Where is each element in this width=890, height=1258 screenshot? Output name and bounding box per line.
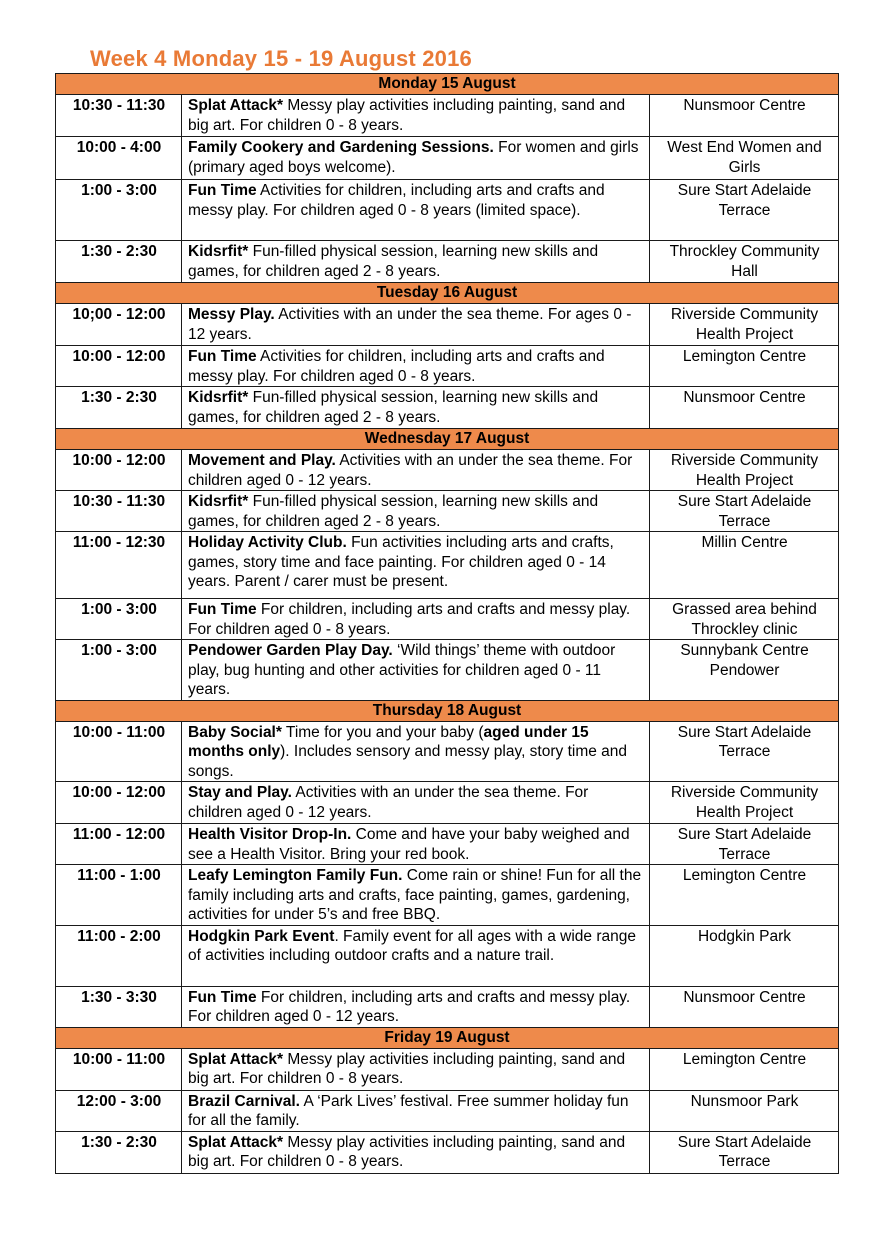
event-venue: Sure Start Adelaide Terrace [650, 180, 839, 241]
event-name: Splat Attack* [188, 97, 284, 114]
event-description [182, 95, 650, 137]
event-name: Kidsrfit* [188, 243, 249, 260]
event-description [182, 1131, 650, 1173]
event-text: Activities with an under the sea theme. For children aged 0 - 12 years. [188, 452, 633, 489]
event-text: A ‘Park Lives’ festival. Free summer holiday fun for all the family. [188, 1092, 629, 1129]
event-row [56, 640, 839, 701]
event-row [56, 986, 839, 1027]
schedule-body [56, 74, 839, 1174]
event-text: Activities with an under the sea theme. For ages 0 - 12 years. [188, 306, 632, 343]
event-text: Activities with an under the sea theme. For children aged 0 - 12 years. [188, 784, 589, 821]
event-time: 10:00 - 4:00 [56, 137, 182, 180]
event-venue: Nunsmoor Centre [650, 387, 839, 429]
event-row [56, 95, 839, 137]
event-name: Baby Social* [188, 723, 282, 741]
event-name: Fun Time [188, 348, 257, 365]
event-text: Fun activities including arts and crafts, games, story time and face painting. For children aged 0 - 14 years. Parent / carer must be present. [188, 534, 614, 590]
event-name: Hodgkin Park Event [188, 927, 335, 945]
event-venue: Sure Start Adelaide Terrace [650, 1131, 839, 1173]
event-row [56, 241, 839, 283]
event-venue: Nunsmoor Centre [650, 986, 839, 1027]
day-heading: Thursday 18 August [56, 700, 839, 721]
event-time: 10:00 - 11:00 [56, 721, 182, 782]
event-description [182, 180, 650, 241]
day-header-row [56, 700, 839, 721]
event-description [182, 782, 650, 824]
event-text-emphasis: aged under 15 months only [188, 723, 589, 760]
event-row [56, 925, 839, 986]
day-header-row [56, 1027, 839, 1048]
event-text: Messy play activities including painting, sand and big art. For children 0 - 8 years. [188, 1050, 626, 1087]
event-time: 1:00 - 3:00 [56, 599, 182, 640]
event-name: Messy Play. [188, 306, 275, 323]
event-venue: Lemington Centre [650, 1048, 839, 1090]
event-venue: Sure Start Adelaide Terrace [650, 721, 839, 782]
event-venue: Sure Start Adelaide Terrace [650, 491, 839, 532]
event-venue: Grassed area behind Throckley clinic [650, 599, 839, 640]
event-time: 11:00 - 1:00 [56, 865, 182, 926]
event-venue: Nunsmoor Centre [650, 95, 839, 137]
event-row [56, 450, 839, 491]
event-name: Kidsrfit* [188, 493, 249, 510]
event-row [56, 782, 839, 824]
event-row [56, 721, 839, 782]
event-time: 1:30 - 2:30 [56, 387, 182, 429]
event-description [182, 387, 650, 429]
event-row [56, 1131, 839, 1173]
event-description [182, 137, 650, 180]
event-venue: Throckley Community Hall [650, 241, 839, 283]
event-text: Messy play activities including painting, sand and big art. For children 0 - 8 years. [188, 1133, 626, 1170]
day-heading: Tuesday 16 August [56, 283, 839, 304]
event-description [182, 925, 650, 986]
event-description [182, 1090, 650, 1131]
event-description [182, 599, 650, 640]
event-row [56, 532, 839, 599]
event-venue: Lemington Centre [650, 865, 839, 926]
event-text: For children, including arts and crafts and messy play. For children aged 0 - 8 years. [188, 601, 631, 638]
event-description [182, 241, 650, 283]
event-time: 10:30 - 11:30 [56, 491, 182, 532]
event-description [182, 450, 650, 491]
event-venue: Sure Start Adelaide Terrace [650, 824, 839, 865]
event-venue: Nunsmoor Park [650, 1090, 839, 1131]
event-text: For children, including arts and crafts and messy play. For children aged 0 - 12 years. [188, 988, 631, 1025]
event-venue: Lemington Centre [650, 346, 839, 387]
day-header-row [56, 283, 839, 304]
event-text: Come and have your baby weighed and see a Health Visitor. Bring your red book. [188, 826, 630, 863]
event-time: 10:00 - 11:00 [56, 1048, 182, 1090]
event-venue: West End Women and Girls [650, 137, 839, 180]
event-name: Kidsrfit* [188, 389, 249, 406]
event-description [182, 532, 650, 599]
event-name: Fun Time [188, 988, 257, 1006]
event-time: 1:00 - 3:00 [56, 640, 182, 701]
event-name: Pendower Garden Play Day. [188, 642, 393, 659]
event-time: 1:30 - 3:30 [56, 986, 182, 1027]
event-name: Stay and Play. [188, 784, 292, 801]
event-time: 11:00 - 12:00 [56, 824, 182, 865]
event-row [56, 387, 839, 429]
event-name: Splat Attack* [188, 1133, 284, 1151]
event-time: 1:30 - 2:30 [56, 241, 182, 283]
event-venue: Sunnybank Centre Pendower [650, 640, 839, 701]
event-time: 10:00 - 12:00 [56, 782, 182, 824]
event-time: 12:00 - 3:00 [56, 1090, 182, 1131]
event-name: Family Cookery and Gardening Sessions. [188, 139, 494, 156]
day-heading: Monday 15 August [56, 74, 839, 95]
event-name: Holiday Activity Club. [188, 534, 347, 551]
event-venue: Riverside Community Health Project [650, 304, 839, 346]
day-heading: Friday 19 August [56, 1027, 839, 1048]
event-text: Messy play activities including painting, sand and big art. For children 0 - 8 years. [188, 97, 626, 134]
event-text: Come rain or shine! Fun for all the family including arts and crafts, face painting, games, gardening, activities for under 5’s and free BBQ. [188, 867, 642, 923]
event-description [182, 986, 650, 1027]
event-description [182, 346, 650, 387]
event-description [182, 1048, 650, 1090]
day-header-row [56, 429, 839, 450]
event-name: Brazil Carnival. [188, 1092, 300, 1110]
event-description [182, 721, 650, 782]
event-text: Fun-filled physical session, learning new skills and games, for children aged 2 - 8 years. [188, 243, 599, 280]
event-row [56, 599, 839, 640]
event-name: Splat Attack* [188, 1050, 284, 1068]
event-venue: Millin Centre [650, 532, 839, 599]
event-text: ‘Wild things’ theme with outdoor play, bug hunting and other activities for children aged 0 - 11 years. [188, 642, 616, 698]
event-name: Leafy Lemington Family Fun. [188, 867, 403, 884]
event-row [56, 1090, 839, 1131]
event-time: 11:00 - 2:00 [56, 925, 182, 986]
event-name: Fun Time [188, 601, 257, 618]
day-header-row [56, 74, 839, 95]
event-row [56, 180, 839, 241]
event-row [56, 491, 839, 532]
event-name: Fun Time [188, 182, 257, 199]
event-text: Activities for children, including arts and crafts and messy play. For children aged 0 - 8 years (limited space). [188, 182, 605, 219]
event-description [182, 865, 650, 926]
event-row [56, 824, 839, 865]
event-time: 11:00 - 12:30 [56, 532, 182, 599]
event-description [182, 304, 650, 346]
event-text: Fun-filled physical session, learning new skills and games, for children aged 2 - 8 years. [188, 493, 599, 530]
event-text: . Family event for all ages with a wide range of activities including outdoor crafts and a nature trail. [188, 927, 636, 964]
schedule-table [55, 73, 839, 1174]
event-time: 1:00 - 3:00 [56, 180, 182, 241]
event-description [182, 640, 650, 701]
event-text: Fun-filled physical session, learning new skills and games, for children aged 2 - 8 years. [188, 389, 599, 426]
event-time: 10;00 - 12:00 [56, 304, 182, 346]
event-description [182, 824, 650, 865]
event-text: Activities for children, including arts and crafts and messy play. For children aged 0 - 8 years. [188, 348, 605, 385]
event-row [56, 304, 839, 346]
event-time: 1:30 - 2:30 [56, 1131, 182, 1173]
event-time: 10:30 - 11:30 [56, 95, 182, 137]
event-description [182, 491, 650, 532]
event-text: Time for you and your baby ( [281, 723, 484, 741]
page-title: Week 4 Monday 15 - 19 August 2016 [90, 46, 472, 71]
event-row [56, 1048, 839, 1090]
event-row [56, 346, 839, 387]
event-text: ). Includes sensory and messy play, story time and songs. [188, 743, 628, 780]
event-venue: Hodgkin Park [650, 925, 839, 986]
event-time: 10:00 - 12:00 [56, 346, 182, 387]
day-heading: Wednesday 17 August [56, 429, 839, 450]
event-text: For women and girls (primary aged boys welcome). [188, 139, 639, 176]
event-venue: Riverside Community Health Project [650, 782, 839, 824]
event-time: 10:00 - 12:00 [56, 450, 182, 491]
event-venue: Riverside Community Health Project [650, 450, 839, 491]
event-name: Movement and Play. [188, 452, 336, 469]
event-row [56, 137, 839, 180]
event-row [56, 865, 839, 926]
event-name: Health Visitor Drop-In. [188, 826, 352, 843]
